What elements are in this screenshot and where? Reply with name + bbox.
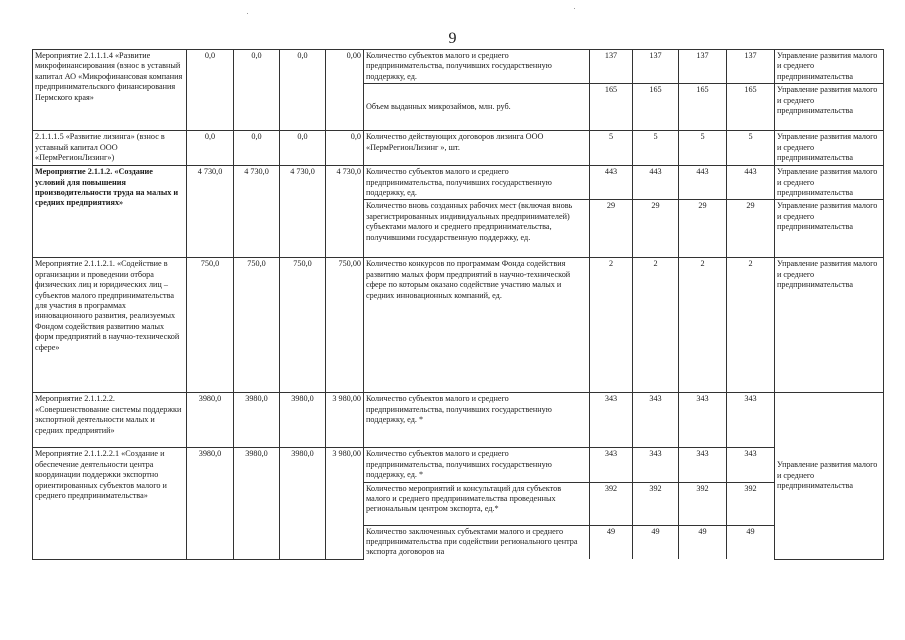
scan-speck bbox=[574, 8, 575, 9]
indicator-value: 343 bbox=[633, 448, 679, 482]
finance-cell: 4 730,0 bbox=[187, 166, 234, 258]
indicator-value: 343 bbox=[590, 393, 633, 448]
indicator-value: 29 bbox=[633, 200, 679, 258]
measure-name: 2.1.1.1.5 «Развитие лизинга» (взнос в уставный капитал ООО «ПермРегионЛизинг») bbox=[33, 131, 187, 166]
finance-cell: 3980,0 bbox=[280, 448, 326, 559]
executor: Управление развития малого и среднего предпринимательства bbox=[775, 50, 884, 84]
indicator-text: Количество субъектов малого и среднего предпринимательства, получивших государственную поддержку, ед. * bbox=[364, 393, 590, 448]
finance-cell: 0,0 bbox=[326, 131, 364, 166]
finance-cell: 3980,0 bbox=[187, 448, 234, 559]
table-row bbox=[33, 50, 884, 84]
finance-cell: 750,0 bbox=[234, 258, 280, 393]
scan-speck bbox=[247, 13, 248, 14]
executor: Управление развития малого и среднего предпринимательства bbox=[775, 200, 884, 258]
measure-name: Мероприятие 2.1.1.2.1. «Содействие в организации и проведении отбора физических лиц и юридических лиц – субъектов малого предпринимательства для участия в программах инновационного развития, реализуемых Фондом содействия развитию малых форм предприятий в научно-технической сфере» bbox=[33, 258, 187, 393]
finance-cell: 3980,0 bbox=[234, 393, 280, 448]
indicator-value: 165 bbox=[727, 84, 775, 131]
indicator-value: 343 bbox=[679, 448, 727, 482]
program-measures-table bbox=[32, 49, 884, 560]
indicator-value: 49 bbox=[679, 525, 727, 559]
finance-cell: 3 980,00 bbox=[326, 448, 364, 559]
indicator-text: Объем выданных микрозаймов, млн. руб. bbox=[364, 84, 590, 131]
table-row bbox=[33, 258, 884, 393]
indicator-text: Количество вновь созданных рабочих мест (включая вновь зарегистрированных индивидуальных предпринимателей) субъектами малого и среднего предпринимательства, получившими государственную поддержку, ед. bbox=[364, 200, 590, 258]
indicator-text: Количество мероприятий и консультаций для субъектов малого и среднего предпринимательства проведенных региональным центром экспорта, ед.* bbox=[364, 482, 590, 525]
indicator-value: 443 bbox=[679, 166, 727, 200]
indicator-value: 392 bbox=[633, 482, 679, 525]
finance-cell: 0,0 bbox=[187, 131, 234, 166]
finance-cell: 750,0 bbox=[187, 258, 234, 393]
executor: Управление развития малого и среднего предпринимательства bbox=[775, 131, 884, 166]
table-row bbox=[33, 393, 884, 448]
indicator-value: 137 bbox=[727, 50, 775, 84]
measure-name: Мероприятие 2.1.1.2. «Создание условий для повышения производительности труда на малых и средних предприятиях» bbox=[33, 166, 187, 258]
indicator-value: 5 bbox=[679, 131, 727, 166]
indicator-value: 343 bbox=[727, 448, 775, 482]
finance-cell: 750,0 bbox=[280, 258, 326, 393]
indicator-value: 49 bbox=[727, 525, 775, 559]
indicator-value: 343 bbox=[679, 393, 727, 448]
finance-cell: 0,0 bbox=[234, 131, 280, 166]
indicator-value: 29 bbox=[727, 200, 775, 258]
indicator-value: 443 bbox=[590, 166, 633, 200]
indicator-value: 2 bbox=[633, 258, 679, 393]
indicator-text: Количество конкурсов по программам Фонда содействия развитию малых форм предприятий в научно-технической сфере по которым оказано содействие участию малых и средних инновационных компаний, ед. bbox=[364, 258, 590, 393]
indicator-value: 392 bbox=[679, 482, 727, 525]
table-row bbox=[33, 166, 884, 200]
indicator-value: 2 bbox=[590, 258, 633, 393]
measure-name: Мероприятие 2.1.1.1.4 «Развитие микрофинансирования (взнос в уставный капитал АО «Микрофинансовая компания предпринимательского финансирования Пермского края» bbox=[33, 50, 187, 131]
indicator-value: 343 bbox=[590, 448, 633, 482]
finance-cell: 0,0 bbox=[234, 50, 280, 131]
finance-cell: 0,0 bbox=[187, 50, 234, 131]
finance-cell: 750,00 bbox=[326, 258, 364, 393]
executor: Управление развития малого и среднего предпринимательства bbox=[775, 84, 884, 131]
indicator-value: 137 bbox=[679, 50, 727, 84]
indicator-value: 49 bbox=[590, 525, 633, 559]
indicator-value: 343 bbox=[633, 393, 679, 448]
finance-cell: 4 730,0 bbox=[234, 166, 280, 258]
finance-cell: 4 730,0 bbox=[326, 166, 364, 258]
finance-cell: 3980,0 bbox=[234, 448, 280, 559]
indicator-value: 392 bbox=[727, 482, 775, 525]
indicator-text: Количество действующих договоров лизинга ООО «ПермРегионЛизинг », шт. bbox=[364, 131, 590, 166]
indicator-value: 5 bbox=[727, 131, 775, 166]
table-row bbox=[33, 131, 884, 166]
indicator-value: 2 bbox=[727, 258, 775, 393]
indicator-text: Количество субъектов малого и среднего предпринимательства, получивших государственную поддержку, ед. bbox=[364, 166, 590, 200]
indicator-value: 5 bbox=[590, 131, 633, 166]
indicator-value: 29 bbox=[679, 200, 727, 258]
measure-name: Мероприятие 2.1.1.2.2.1 «Создание и обеспечение деятельности центра координации поддержки экспортно ориентированных субъектов малого и среднего предпринимательства» bbox=[33, 448, 187, 559]
indicator-value: 137 bbox=[590, 50, 633, 84]
indicator-value: 2 bbox=[679, 258, 727, 393]
indicator-value: 165 bbox=[679, 84, 727, 131]
executor: Управление развития малого и среднего предпринимательства bbox=[775, 393, 884, 559]
indicator-value: 49 bbox=[633, 525, 679, 559]
indicator-value: 165 bbox=[633, 84, 679, 131]
indicator-value: 165 bbox=[590, 84, 633, 131]
indicator-value: 29 bbox=[590, 200, 633, 258]
indicator-text: Количество субъектов малого и среднего предпринимательства, получивших государственную поддержку, ед. bbox=[364, 50, 590, 84]
indicator-value: 443 bbox=[633, 166, 679, 200]
indicator-value: 343 bbox=[727, 393, 775, 448]
page-number: 9 bbox=[448, 30, 457, 47]
finance-cell: 4 730,0 bbox=[280, 166, 326, 258]
finance-cell: 3 980,00 bbox=[326, 393, 364, 448]
finance-cell: 3980,0 bbox=[280, 393, 326, 448]
indicator-text: Количество заключенных субъектами малого и среднего предпринимательства при содействии регионального центра экспорта договоров на bbox=[364, 525, 590, 559]
finance-cell: 0,00 bbox=[326, 50, 364, 131]
indicator-value: 5 bbox=[633, 131, 679, 166]
finance-cell: 3980,0 bbox=[187, 393, 234, 448]
table-row bbox=[33, 448, 884, 482]
indicator-value: 443 bbox=[727, 166, 775, 200]
indicator-text: Количество субъектов малого и среднего предпринимательства, получивших государственную поддержку, ед. * bbox=[364, 448, 590, 482]
executor: Управление развития малого и среднего предпринимательства bbox=[775, 166, 884, 200]
finance-cell: 0,0 bbox=[280, 131, 326, 166]
indicator-value: 392 bbox=[590, 482, 633, 525]
indicator-value: 137 bbox=[633, 50, 679, 84]
executor: Управление развития малого и среднего предпринимательства bbox=[775, 258, 884, 393]
finance-cell: 0,0 bbox=[280, 50, 326, 131]
measure-name: Мероприятие 2.1.1.2.2. «Совершенствование системы поддержки экспортной деятельности малых и средних предприятий» bbox=[33, 393, 187, 448]
